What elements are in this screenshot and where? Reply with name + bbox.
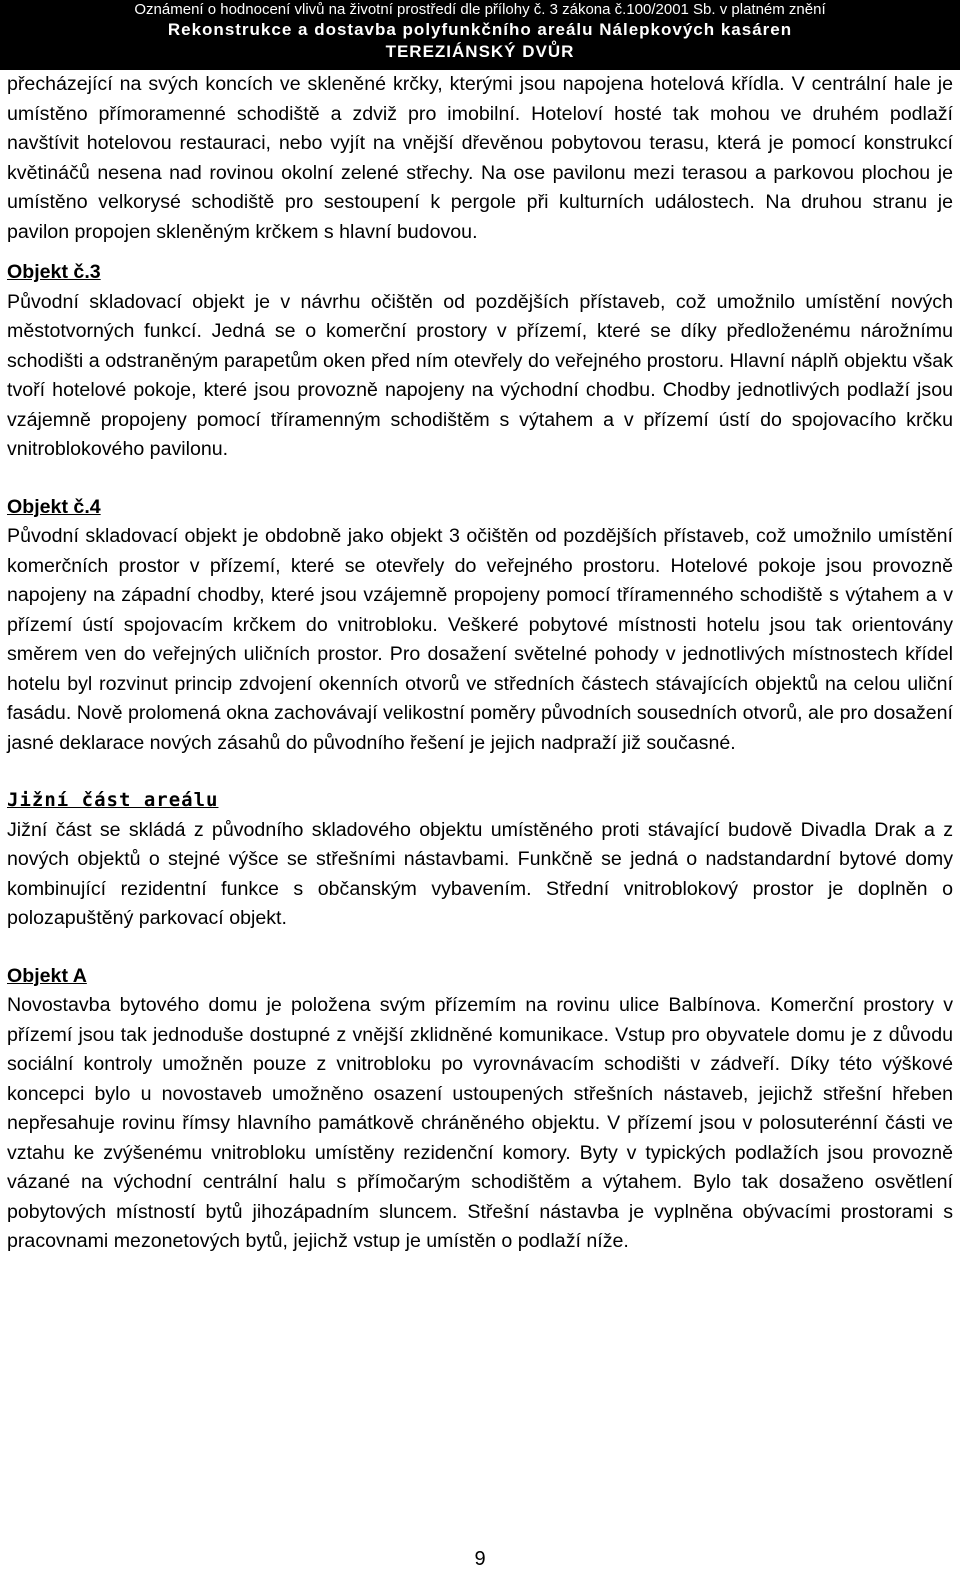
objekt3-heading: Objekt č.3: [7, 261, 101, 283]
spacer: [7, 758, 953, 786]
page-number: 9: [474, 1548, 486, 1570]
spacer: [7, 934, 953, 962]
document-body: [7, 70, 953, 1257]
objekt3-paragraph: Původní skladovací objekt je v návrhu očištěn od pozdějších přístaveb, což umožnilo umístění nových městotvorných funkcí. Jedná se o komerční prostory v přízemí, které se díky předloženému nárožnímu schodišti a odstraněným parapetům oken před ním otevřely do veřejného prostoru. Hlavní náplň objektu však tvoří hotelové pokoje, které jsou provozně napojeny na východní chodbu. Chodby jednotlivých podlaží jsou vzájemně propojeny pomocí tříramenným schodištěm s výtahem a v přízemí ústí do spojovacího krčku vnitroblokového pavilonu.: [7, 290, 953, 460]
intro-paragraph: přecházející na svých koncích ve skleněné krčky, kterými jsou napojena hotelová křídla. V centrální hale je umístěno přímoramenné schodiště a zdviž pro imobilní. Hoteloví hosté tak mohou ve druhém podlaží navštívit hotelovou restauraci, nebo vyjít na vnější dřevěnou pobytovou terasu, která je pomocí konstrukcí květináčů nesena nad rovinou okolní zelené střechy. Na ose pavilonu mezi terasou a parkovou plochou je umístěno velkorysé schodiště pro sestoupení k pergole při kulturních událostech. Na druhou stranu je pavilon propojen skleněným krčkem s hlavní budovou.: [7, 73, 953, 243]
header-project-title: Rekonstrukce a dostavba polyfunkčního areálu Nálepkových kasáren: [167, 20, 793, 39]
spacer: [7, 247, 953, 258]
jizni-cast-paragraph: Jižní část se skládá z původního skladového objektu umístěného proti stávající budově Divadla Drak a z nových objektů o stejné výšce se střešními nástavbami. Funkčně se jedná o nadstandardní bytové domy kombinující rezidentní funkce s občanským vybavením. Střední vnitroblokový prostor je doplněn o polozapuštěný parkovací objekt.: [7, 818, 953, 929]
header-project-name: TEREZIÁNSKÝ DVŮR: [385, 42, 575, 61]
objekt4-paragraph: Původní skladovací objekt je obdobně jako objekt 3 očištěn od pozdějších přístaveb, což umožnilo umístění komerčních prostor v přízemí, které se otevřely do veřejného prostoru. Hotelové pokoje jsou provozně napojeny na západní chodby, které jsou vzájemně propojeny pomocí tříramenného schodiště s výtahem a v přízemí ústí spojovacím krčkem do vnitrobloku. Veškeré pobytové místnosti hotelu jsou tak orientovány směrem ven do veřejných uličních prostor. Pro dosažení světelné pohody v jednotlivých místnostech křídel hotelu byl rozvinut princip zdvojení okenních otvorů ve středních částech stávajících objektů na celou uliční fasádu. Nově prolomená okna zachovávají velikostní poměry původních sousedních otvorů, ale pro dosažení jasné deklarace nových zásahů do původního řešení je jejich nadpraží již současné.: [7, 525, 953, 754]
objektA-heading: Objekt A: [7, 964, 87, 987]
header-notice-line: Oznámení o hodnocení vlivů na životní prostředí dle přílohy č. 3 zákona č.100/2001 Sb. v platném znění: [134, 1, 826, 18]
jizni-cast-heading: Jižní část areálu: [7, 789, 219, 811]
spacer: [7, 465, 953, 493]
objekt4-heading: Objekt č.4: [7, 495, 101, 518]
document-header: [0, 0, 960, 70]
objektA-paragraph: Novostavba bytového domu je položena svým přízemím na rovinu ulice Balbínova. Komerční prostory v přízemí jsou tak jednoduše dostupné z vnější zklidněné komunikace. Vstup pro obyvatele domu je z důvodu sociální kontroly umožněn pouze z vnitrobloku po vyrovnávacím schodišti v zádveří. Díky této výškové koncepci bylo u novostaveb umožněno osazení ustoupených střešních nástaveb, jejichž střešní hřeben nepřesahuje rovinu římsy hlavního památkově chráněného objektu. V přízemí jsou v polosuterénní části ve vztahu ke zvýšenému vnitrobloku umístěny rezidenční komory. Byty v typických podlažích jsou provozně vázané na východní centrální halu s přímočarým schodištěm a výtahem. Bylo tak dosaženo osvětlení pobytových místností bytů jihozápadním sluncem. Střešní nástavba je vyplněna obývacími prostorami s pracovnami mezonetových bytů, jejichž vstup je umístěn o podlaží níže.: [7, 994, 953, 1252]
